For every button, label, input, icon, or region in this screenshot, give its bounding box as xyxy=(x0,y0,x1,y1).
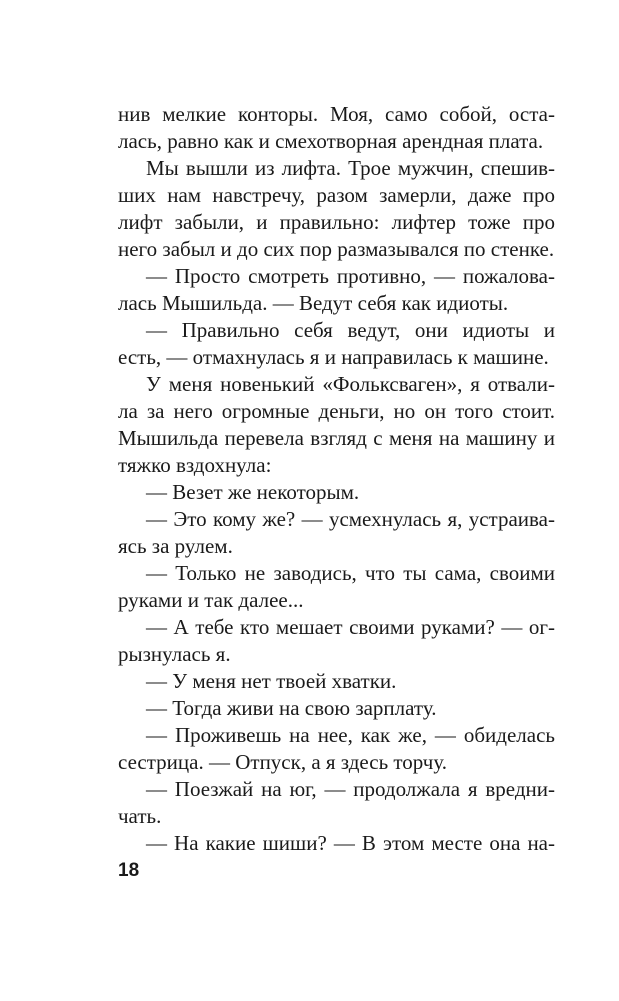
text-line: тяжко вздохнула: xyxy=(118,453,272,477)
text-line: нив мелкие конторы. Моя, само собой, оста- xyxy=(118,102,555,126)
text-line: — Тогда живи на свою зарплату. xyxy=(146,696,437,720)
text-line: него забыл и до сих пор размазывался по стенке. xyxy=(118,237,555,261)
text-line: — Везет же некоторым. xyxy=(146,480,360,504)
body-text xyxy=(118,101,555,857)
text-line: — Поезжай на юг, — продолжала я вредни- xyxy=(146,777,555,801)
text-line: руками и так далее... xyxy=(118,588,304,612)
text-line: лифт забыли, и правильно: лифтер тоже про xyxy=(118,210,555,234)
text-line: — Только не заводись, что ты сама, своими xyxy=(146,561,555,585)
text-line: — У меня нет твоей хватки. xyxy=(146,669,397,693)
text-line: — На какие шиши? — В этом месте она на- xyxy=(146,831,555,855)
text-line: лась Мышильда. — Ведут себя как идиоты. xyxy=(118,291,509,315)
text-line: есть, — отмахнулась я и направилась к машине. xyxy=(118,345,549,369)
text-line: — Проживешь на нее, как же, — обиделась xyxy=(146,723,555,747)
text-line: ших нам навстречу, разом замерли, даже про xyxy=(118,183,555,207)
text-line: Мышильда перевела взгляд с меня на машину и xyxy=(118,426,555,450)
text-line: рызнулась я. xyxy=(118,642,231,666)
text-line: — Правильно себя ведут, они идиоты и xyxy=(146,318,555,342)
text-line: чать. xyxy=(118,804,162,828)
text-line: ла за него огромные деньги, но он того стоит. xyxy=(118,399,555,423)
text-line: — Это кому же? — усмехнулась я, устраива- xyxy=(146,507,555,531)
text-line: У меня новенький «Фольксваген», я отвали- xyxy=(146,372,555,396)
text-line: Мы вышли из лифта. Трое мужчин, спешив- xyxy=(146,156,555,180)
text-line: — А тебе кто мешает своими руками? — ог- xyxy=(146,615,555,639)
text-line: сестрица. — Отпуск, а я здесь торчу. xyxy=(118,750,447,774)
text-line: — Просто смотреть противно, — пожалова- xyxy=(146,264,555,288)
text-line: ясь за рулем. xyxy=(118,534,233,558)
page-number: 18 xyxy=(118,860,140,881)
text-line: лась, равно как и смехотворная арендная плата. xyxy=(118,129,544,153)
